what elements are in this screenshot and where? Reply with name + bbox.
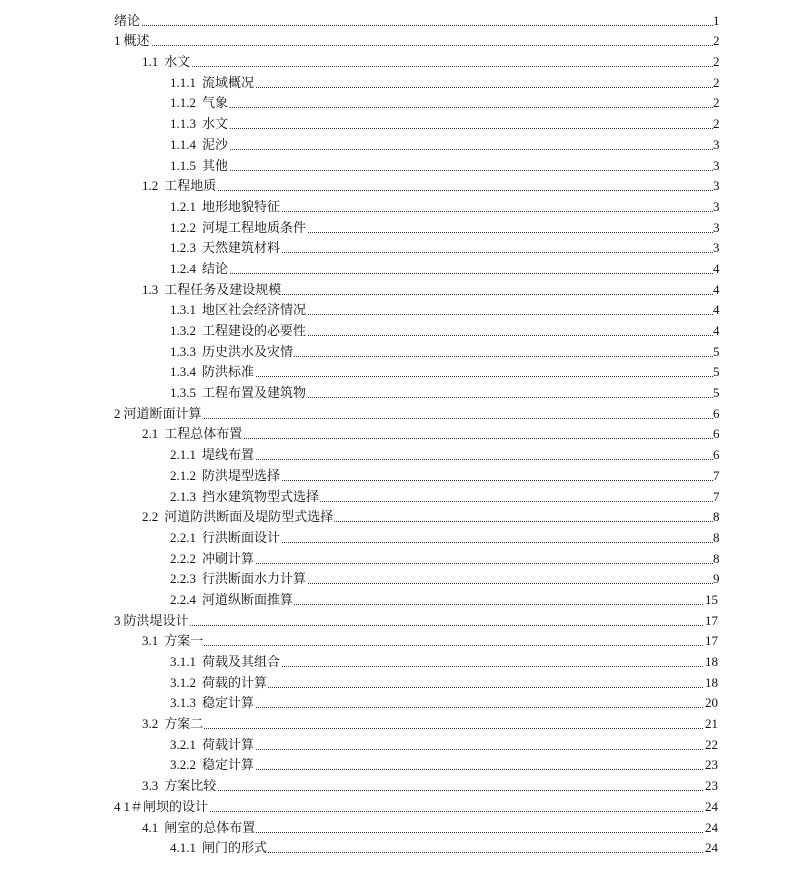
toc-entry-number: 1.3.4: [170, 364, 196, 380]
toc-page-number: 3: [713, 219, 720, 235]
toc-entry[interactable]: [0, 196, 790, 217]
toc-dot-leader: [114, 418, 713, 419]
toc-entry[interactable]: [0, 775, 790, 796]
toc-entry-title: [170, 96, 229, 110]
toc-page-number: 6: [713, 405, 720, 421]
toc-entry-number: 3.1: [142, 633, 159, 649]
toc-entry-title: [170, 531, 281, 545]
toc-entry-number: 4: [114, 798, 121, 814]
toc-dot-leader: [142, 790, 713, 791]
toc-page-number: 8: [713, 529, 720, 545]
toc-entry-title: [142, 717, 204, 731]
toc-entry[interactable]: [0, 838, 790, 859]
toc-entry-number: 1.2: [142, 178, 159, 194]
toc-entry[interactable]: [0, 217, 790, 238]
toc-entry-text: 荷载及其组合: [202, 654, 281, 669]
toc-entry-title: [170, 221, 307, 235]
toc-dot-leader: [114, 625, 713, 626]
toc-entry-number: 1.1.4: [170, 136, 196, 152]
toc-entry-title: [170, 758, 255, 772]
toc-entry[interactable]: [0, 796, 790, 817]
toc-entry[interactable]: [0, 403, 790, 424]
toc-entry-text: 方案二: [164, 716, 204, 732]
toc-entry-number: 2.1: [142, 426, 159, 442]
toc-entry-title: [170, 552, 255, 566]
toc-entry-text: 冲刷计算: [202, 550, 255, 566]
toc-page-number: 2: [713, 33, 720, 49]
toc-entry[interactable]: [0, 465, 790, 486]
toc-page-number: 23: [705, 778, 718, 794]
toc-entry-title: [170, 469, 281, 483]
toc-page-number: 6: [713, 447, 720, 463]
toc-page-number: 2: [713, 95, 720, 111]
toc-entry-number: 3.2.2: [170, 757, 196, 773]
toc-entry-title: [170, 117, 229, 131]
toc-entry-text: 结论: [202, 260, 229, 276]
toc-entry-text: 挡水建筑物型式选择: [202, 488, 320, 504]
toc-page-number: 21: [705, 716, 718, 732]
toc-page-number: 24: [705, 840, 718, 856]
toc-entry-number: 1.3: [142, 281, 159, 297]
toc-entry-title: [170, 76, 255, 90]
toc-entry[interactable]: [0, 51, 790, 72]
toc-entry-text: 水文: [164, 54, 191, 70]
toc-entry-number: 3.1.1: [170, 654, 196, 669]
toc-entry[interactable]: [0, 651, 790, 672]
toc-entry-number: 2.1.1: [170, 447, 196, 463]
toc-entry-title: [142, 283, 282, 297]
toc-page-number: 20: [705, 695, 718, 711]
toc-entry[interactable]: [0, 817, 790, 838]
toc-entry[interactable]: [0, 300, 790, 321]
toc-entry-number: 1.1.1: [170, 74, 196, 90]
toc-entry[interactable]: [0, 507, 790, 528]
toc-dot-leader: [170, 128, 713, 129]
toc-page-number: 9: [713, 571, 720, 587]
toc-dot-leader: [170, 170, 713, 171]
toc-entry-text: 行洪断面水力计算: [202, 571, 307, 587]
toc-entry-text: 绪论: [114, 12, 141, 28]
toc-entry[interactable]: [0, 10, 790, 31]
toc-entry[interactable]: [0, 486, 790, 507]
toc-dot-leader: [114, 25, 713, 26]
toc-page-number: 5: [713, 385, 720, 401]
toc-entry-title: [170, 841, 268, 855]
toc-entry-text: 行洪断面设计: [202, 529, 281, 545]
toc-entry-title: [142, 55, 191, 69]
toc-entry-number: 3: [114, 612, 121, 628]
toc-entry-number: 1: [114, 33, 121, 49]
toc-page-number: 4: [713, 323, 720, 338]
toc-entry-number: 1.1.2: [170, 95, 196, 111]
toc-entry-number: 3.2: [142, 716, 159, 732]
toc-entry-number: 1.3.3: [170, 343, 196, 359]
toc-entry[interactable]: [0, 631, 790, 652]
toc-entry-text: 1＃闸坝的设计: [123, 798, 209, 814]
toc-entry[interactable]: [0, 589, 790, 610]
toc-entry-number: 1.1: [142, 54, 159, 70]
toc-entry[interactable]: [0, 113, 790, 134]
toc-entry[interactable]: [0, 176, 790, 197]
toc-entry-text: 荷载计算: [202, 736, 255, 752]
toc-entry[interactable]: [0, 238, 790, 259]
toc-entry-title: [114, 800, 209, 814]
toc-entry[interactable]: [0, 424, 790, 445]
toc-entry[interactable]: [0, 755, 790, 776]
toc-entry-text: 河道纵断面推算: [202, 591, 294, 607]
toc-entry-number: 2.2: [142, 509, 159, 525]
toc-entry[interactable]: [0, 31, 790, 52]
toc-dot-leader: [142, 66, 713, 67]
toc-entry[interactable]: [0, 713, 790, 734]
toc-entry-text: 方案比较: [164, 778, 217, 794]
toc-entry-number: 4.1.1: [170, 840, 196, 856]
toc-page-number: 4: [713, 281, 720, 297]
toc-entry-number: 2.2.4: [170, 591, 196, 607]
toc-entry-title: [170, 676, 268, 690]
toc-entry-number: 2.2.1: [170, 529, 196, 545]
toc-entry[interactable]: [0, 320, 790, 341]
toc-entry-text: 方案一: [164, 633, 204, 649]
toc-entry-title: [170, 345, 294, 359]
toc-entry-text: 闸室的总体布置: [164, 819, 256, 835]
toc-page-number: 5: [713, 364, 720, 380]
toc-entry[interactable]: [0, 444, 790, 465]
toc-entry-text: 地形地貌特征: [202, 198, 281, 214]
toc-entry-text: 历史洪水及灾情: [202, 343, 294, 359]
toc-entry[interactable]: [0, 93, 790, 114]
toc-page-number: 3: [713, 136, 720, 152]
toc-entry[interactable]: [0, 155, 790, 176]
toc-entry-title: [170, 593, 294, 607]
toc-entry-text: 其他: [202, 157, 229, 173]
toc-entry-text: 堤线布置: [202, 447, 255, 463]
toc-page-number: 4: [713, 302, 720, 318]
toc-entry-title: [170, 696, 255, 710]
toc-dot-leader: [142, 645, 713, 646]
toc-entry-text: 防洪堤设计: [123, 612, 189, 628]
toc-page-number: 3: [713, 198, 720, 214]
toc-page-number: 8: [713, 550, 720, 566]
toc-entry-number: 1.3.2: [170, 323, 196, 338]
toc-entry[interactable]: [0, 610, 790, 631]
toc-entry-number: 1.1.5: [170, 157, 196, 173]
toc-page-number: 5: [713, 343, 720, 359]
toc-dot-leader: [114, 45, 713, 46]
toc-page-number: 24: [705, 798, 718, 814]
toc-page-number: 2: [713, 54, 720, 70]
toc-entry-title: [114, 407, 203, 421]
toc-page-number: 18: [705, 674, 718, 690]
toc-page-number: 22: [705, 736, 718, 752]
toc-entry-text: 地区社会经济情况: [202, 302, 307, 318]
toc-dot-leader: [170, 273, 713, 274]
toc-entry[interactable]: [0, 279, 790, 300]
toc-entry-title: [170, 738, 255, 752]
toc-entry-number: 3.1.2: [170, 674, 196, 690]
toc-entry-title: [170, 572, 307, 586]
toc-page-number: 3: [713, 178, 720, 194]
toc-entry[interactable]: [0, 362, 790, 383]
toc-entry-text: 水文: [202, 116, 229, 132]
toc-entry[interactable]: [0, 734, 790, 755]
toc-entry-title: [142, 779, 217, 793]
toc-page-number: 23: [705, 757, 718, 773]
toc-entry-text: 流域概况: [202, 74, 255, 90]
toc-entry[interactable]: [0, 672, 790, 693]
toc-entry-number: 3.2.1: [170, 736, 196, 752]
toc-entry-text: 闸门的形式: [202, 840, 268, 856]
toc-entry[interactable]: [0, 72, 790, 93]
toc-page-number: 24: [705, 819, 718, 835]
toc-entry[interactable]: [0, 548, 790, 569]
toc-entry-title: [170, 324, 307, 338]
toc-entry-title: [170, 159, 229, 173]
toc-entry[interactable]: [0, 693, 790, 714]
toc-entry-number: 2.1.2: [170, 467, 196, 483]
toc-entry-title: [170, 241, 281, 255]
toc-entry-title: [170, 448, 255, 462]
toc-page-number: 17: [705, 612, 718, 628]
toc-entry-title: [170, 365, 255, 379]
toc-entry-text: 工程任务及建设规模: [164, 281, 282, 297]
toc-entry-number: 1.2.1: [170, 198, 196, 214]
toc-entry-text: 工程总体布置: [164, 426, 243, 442]
toc-page-number: 8: [713, 509, 720, 525]
toc-page-number: 4: [713, 260, 720, 276]
toc-entry-text: 防洪堤型选择: [202, 467, 281, 483]
toc-entry[interactable]: [0, 569, 790, 590]
toc-entry-number: 3.1.3: [170, 695, 196, 711]
toc-entry-title: [170, 262, 229, 276]
toc-page-number: 6: [713, 426, 720, 442]
toc-page-number: 2: [713, 116, 720, 132]
toc-entry-title: [142, 510, 334, 524]
toc-dot-leader: [170, 149, 713, 150]
toc-page-number: 17: [705, 633, 718, 649]
toc-entry-number: 2: [114, 405, 121, 421]
toc-page-number: 7: [713, 488, 720, 504]
toc-entry-number: 1.3.1: [170, 302, 196, 318]
toc-entry-text: 工程布置及建筑物: [202, 385, 307, 401]
toc-entry-text: 天然建筑材料: [202, 240, 281, 256]
toc-page-number: 15: [705, 591, 718, 607]
toc-dot-leader: [142, 190, 713, 191]
toc-entry-text: 稳定计算: [202, 757, 255, 773]
toc-entry-title: [170, 138, 229, 152]
toc-entry-text: 河堤工程地质条件: [202, 219, 307, 235]
toc-entry-text: 河道防洪断面及堤防型式选择: [164, 509, 334, 525]
toc-entry[interactable]: [0, 134, 790, 155]
toc-entry-text: 概述: [123, 33, 150, 49]
toc-page-number: 2: [713, 74, 720, 90]
toc-entry-title: [170, 200, 281, 214]
table-of-contents: [0, 10, 790, 858]
toc-entry-title: [142, 634, 204, 648]
toc-entry-text: 气象: [202, 95, 229, 111]
toc-page-number: 7: [713, 467, 720, 483]
toc-entry-number: 2.2.2: [170, 550, 196, 566]
toc-entry[interactable]: [0, 258, 790, 279]
toc-entry-number: 3.3: [142, 778, 159, 794]
toc-entry-title: [170, 655, 281, 669]
toc-entry-number: 1.1.3: [170, 116, 196, 132]
toc-entry-title: [114, 614, 190, 628]
toc-page-number: 3: [713, 157, 720, 173]
toc-entry-number: 1.2.3: [170, 240, 196, 256]
toc-entry-text: 荷载的计算: [202, 674, 268, 690]
toc-entry-title: [142, 821, 256, 835]
toc-entry-number: 1.2.4: [170, 260, 196, 276]
toc-entry-number: 2.2.3: [170, 571, 196, 587]
toc-page-number: 18: [705, 654, 718, 669]
toc-dot-leader: [170, 107, 713, 108]
toc-entry-number: 2.1.3: [170, 488, 196, 504]
toc-entry-number: 1.3.5: [170, 385, 196, 401]
toc-entry-number: 1.2.2: [170, 219, 196, 235]
toc-entry-text: 工程地质: [164, 178, 217, 194]
toc-entry-text: 泥沙: [202, 136, 229, 152]
toc-dot-leader: [142, 728, 713, 729]
toc-entry-title: [114, 34, 151, 48]
toc-entry-title: [170, 303, 307, 317]
toc-entry-number: 4.1: [142, 819, 159, 835]
toc-entry-text: 工程建设的必要性: [202, 323, 307, 338]
toc-page-number: 3: [713, 240, 720, 256]
toc-entry[interactable]: [0, 341, 790, 362]
toc-entry-text: 防洪标准: [202, 364, 255, 380]
toc-entry-text: 稳定计算: [202, 695, 255, 711]
toc-entry[interactable]: [0, 382, 790, 403]
toc-entry-title: [142, 427, 243, 441]
toc-entry-title: [170, 386, 307, 400]
toc-page-number: 1: [713, 12, 720, 28]
toc-entry-text: 河道断面计算: [123, 405, 202, 421]
toc-entry-title: [142, 179, 217, 193]
toc-entry[interactable]: [0, 527, 790, 548]
toc-entry-title: [170, 490, 320, 504]
toc-entry-title: [114, 14, 141, 28]
